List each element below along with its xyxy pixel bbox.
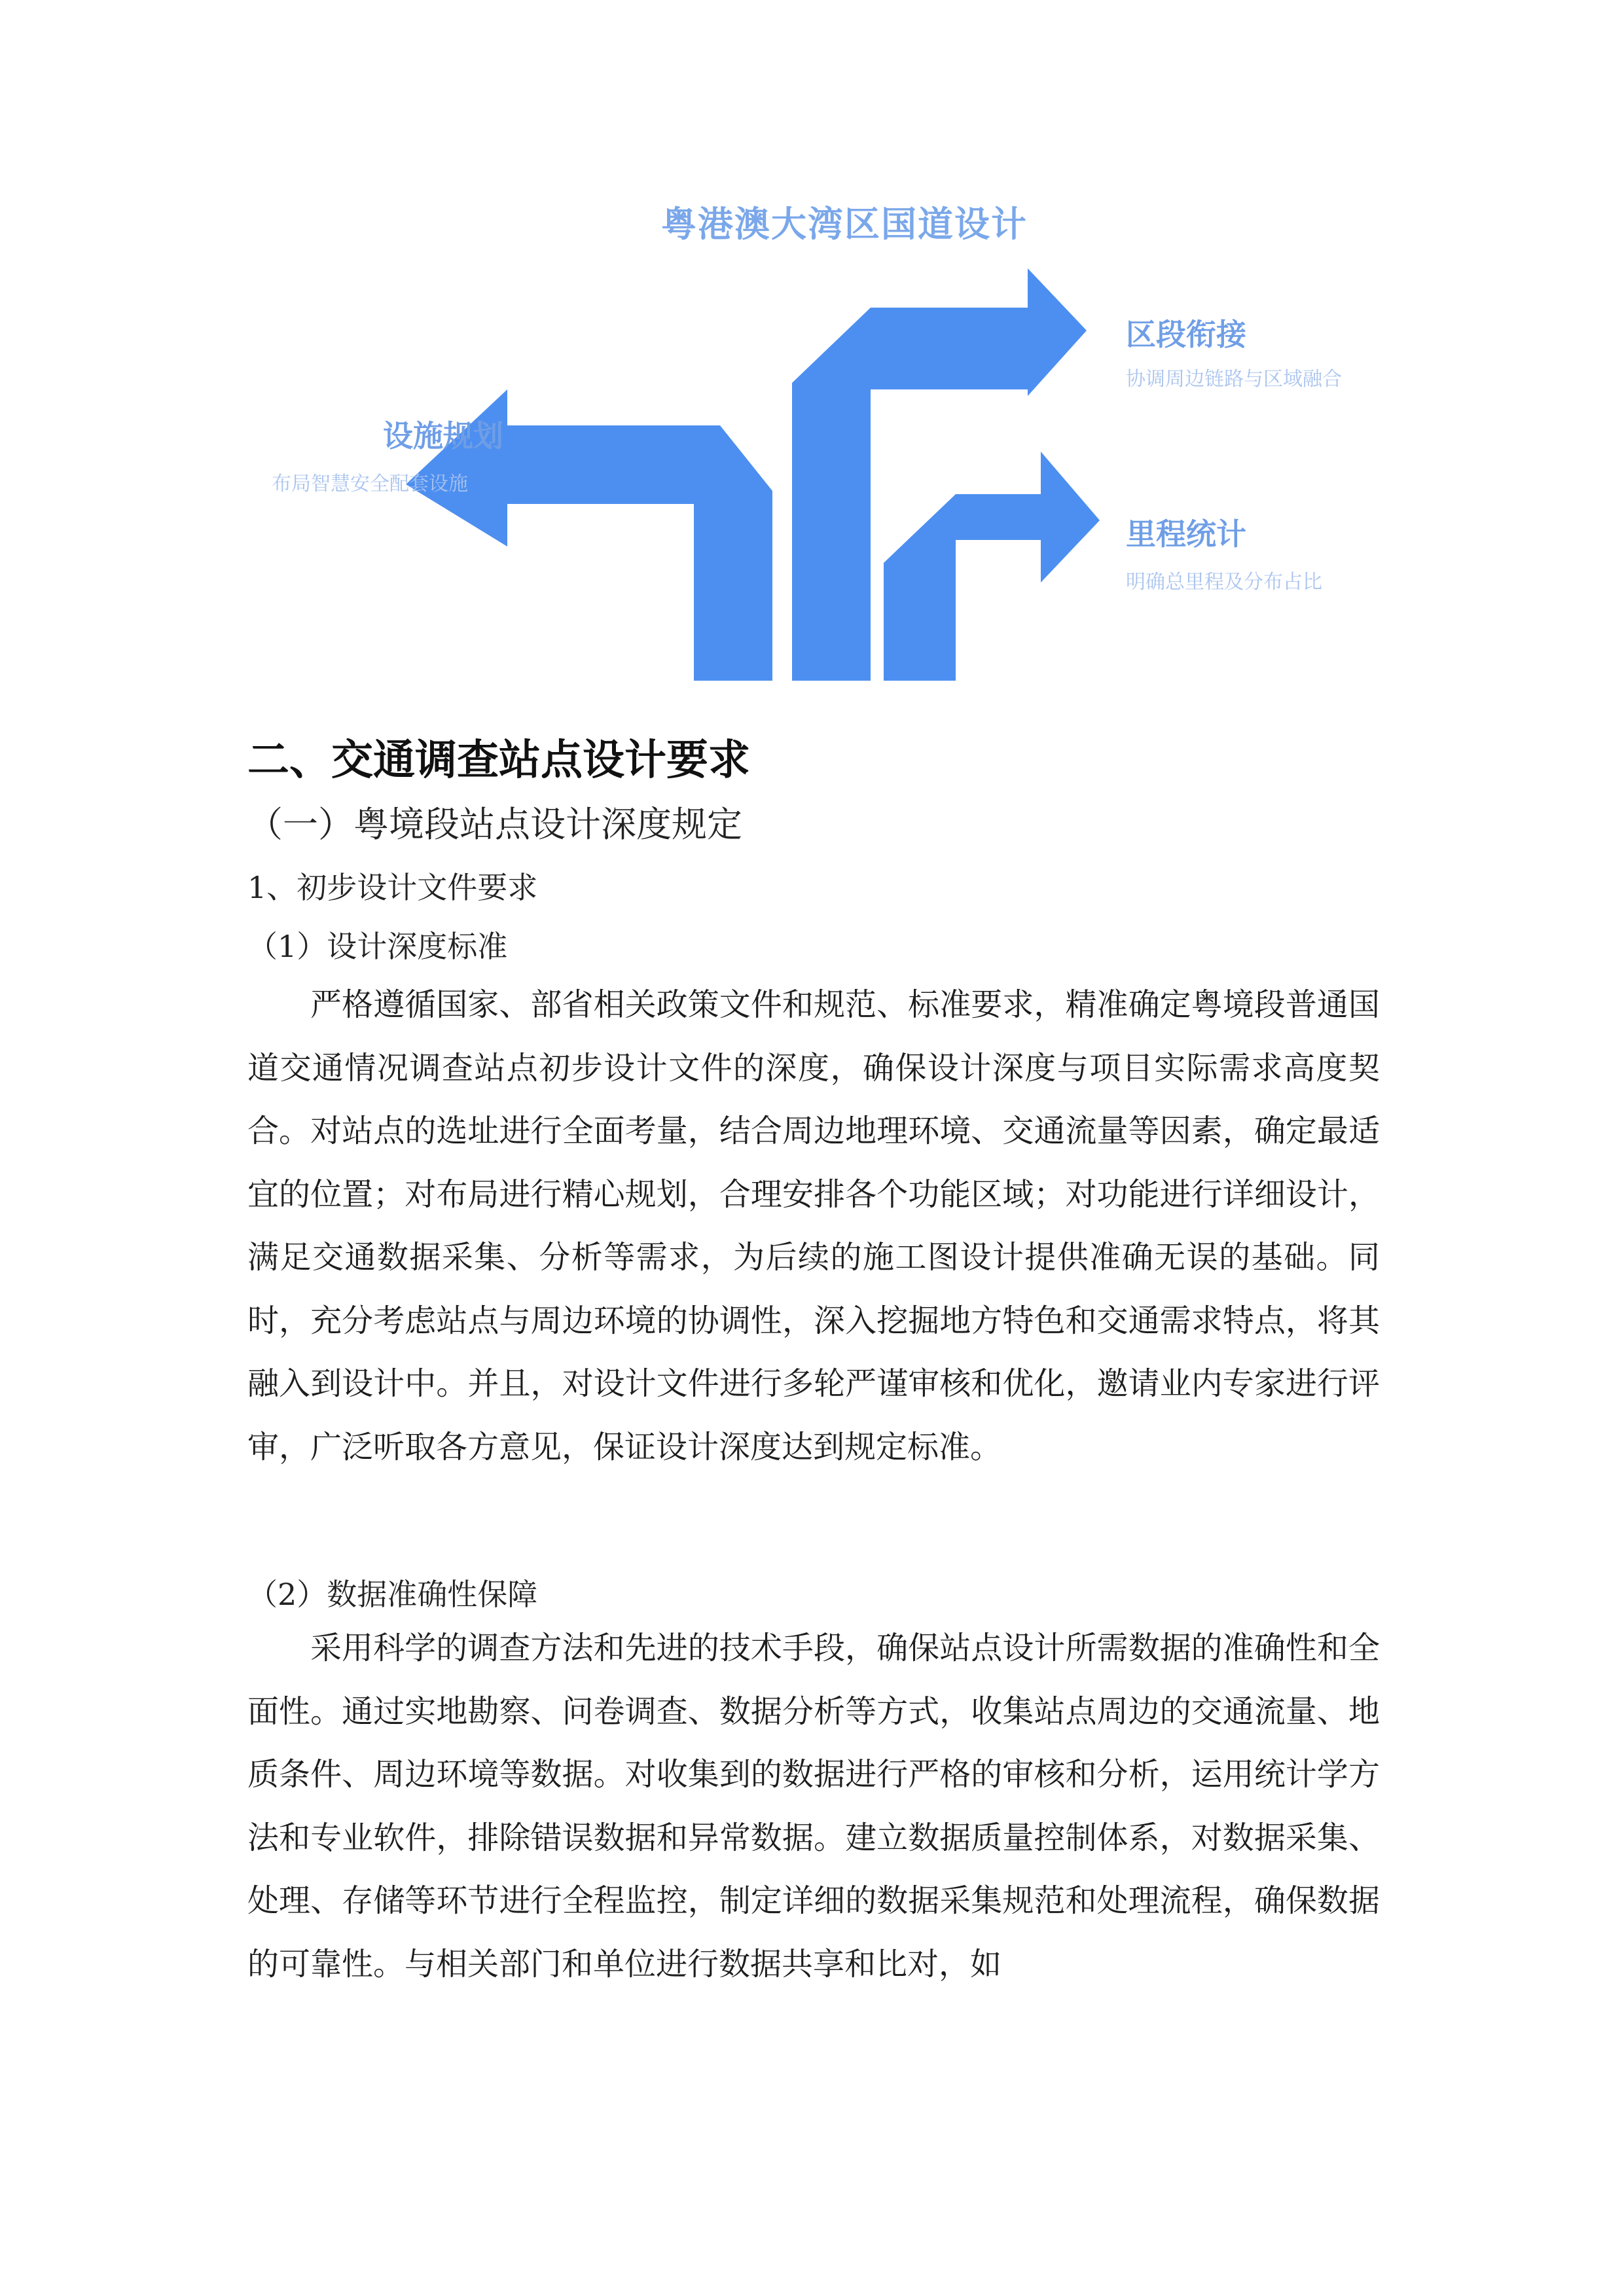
section-heading: 二、交通调查站点设计要求 bbox=[247, 736, 750, 785]
node-title-segment: 区段衔接 bbox=[1126, 317, 1246, 352]
road-design-diagram bbox=[249, 164, 1427, 700]
paragraph-1: 严格遵循国家、部省相关政策文件和规范、标准要求，精准确定粤境段普通国道交通情况调查站点初步设计文件的深度，确保设计深度与项目实际需求高度契合。对站点的选址进行全面考量，结合周边地理环境、交通流量等因素，确定最适宜的位置；对布局进行精心规划，合理安排各个功能区域；对功能进行详细设计，满足交通数据采集、分析等需求，为后续的施工图设计提供准确无误的基础。同时，充分考虑站点与周边环境的协调性，深入挖掘地方特色和交通需求特点，将其融入到设计中。并且，对设计文件进行多轮严谨审核和优化，邀请业内专家进行评审，广泛听取各方意见，保证设计深度达到规定标准。 bbox=[247, 986, 1380, 1465]
node-desc-mileage: 明确总里程及分布占比 bbox=[1126, 571, 1322, 594]
node-desc-segment: 协调周边链路与区域融合 bbox=[1126, 368, 1342, 391]
node-title-facility: 设施规划 bbox=[383, 418, 503, 454]
right-bottom-arrow-shape bbox=[884, 452, 1100, 681]
node-desc-facility: 布局智慧安全配套设施 bbox=[272, 473, 468, 495]
node-title-mileage: 里程统计 bbox=[1126, 516, 1246, 552]
sub-item-heading-1: （1）设计深度标准 bbox=[247, 929, 508, 964]
item-heading: 1、初步设计文件要求 bbox=[247, 870, 538, 905]
diagram-title: 粤港澳大湾区国道设计 bbox=[661, 204, 1028, 245]
subsection-heading: （一）粤境段站点设计深度规定 bbox=[247, 804, 742, 845]
sub-item-heading-2: （2）数据准确性保障 bbox=[247, 1577, 538, 1612]
paragraph-2: 采用科学的调查方法和先进的技术手段，确保站点设计所需数据的准确性和全面性。通过实地勘察、问卷调查、数据分析等方式，收集站点周边的交通流量、地质条件、周边环境等数据。对收集到的数据进行严格的审核和分析，运用统计学方法和专业软件，排除错误数据和异常数据。建立数据质量控制体系，对数据采集、处理、存储等环节进行全程监控，制定详细的数据采集规范和处理流程，确保数据的可靠性。与相关部门和单位进行数据共享和比对，如 bbox=[247, 1630, 1380, 1982]
